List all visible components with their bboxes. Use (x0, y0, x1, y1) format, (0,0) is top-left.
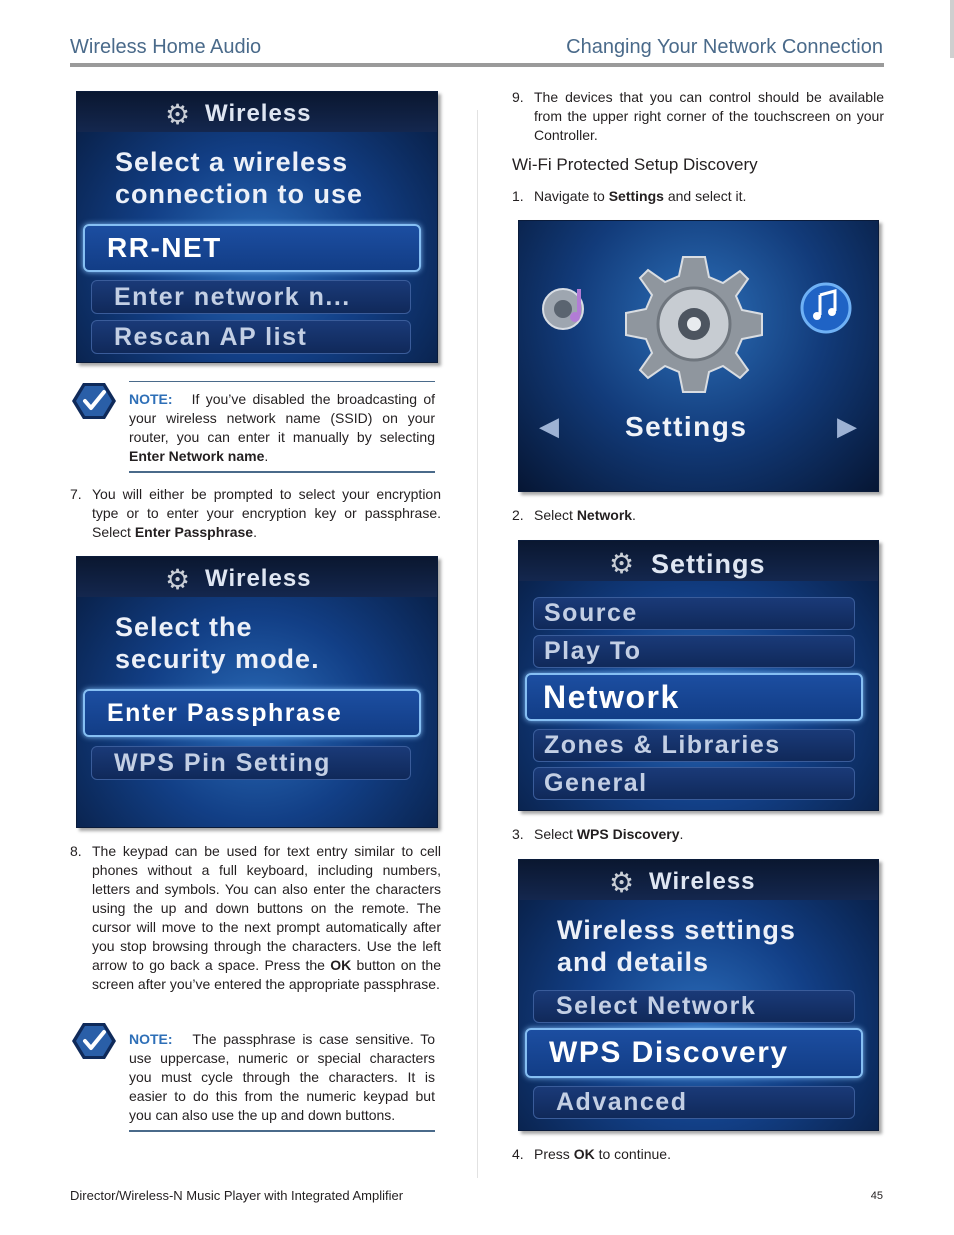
screen-select-wireless-connection (76, 91, 438, 363)
footer-product-name: Director/Wireless-N Music Player with Integrated Amplifier (70, 1188, 404, 1203)
screen-title: Wireless (649, 868, 756, 895)
wps-step-2 (512, 506, 884, 525)
note-text (129, 390, 435, 466)
step-7 (70, 485, 441, 542)
step-text-end: . (679, 826, 684, 842)
menu-item-rr-net[interactable]: RR-NET (83, 224, 421, 272)
step-text-part: Select (534, 826, 573, 842)
menu-item-play-to[interactable]: Play To (533, 635, 855, 668)
step-number: 9. (512, 89, 524, 105)
screen-settings-carousel (518, 220, 879, 492)
screen-settings-menu (518, 540, 879, 811)
gear-icon: ⚙ (609, 548, 635, 579)
prompt-line: and details (557, 947, 710, 977)
step-number: 8. (70, 843, 82, 859)
step-number: 3. (512, 826, 524, 842)
step-text-bold: WPS Discovery (576, 826, 680, 842)
step-text-bold: OK (573, 1146, 595, 1162)
menu-item-general[interactable]: General (533, 767, 855, 800)
running-header-right: Changing Your Network Connection (566, 36, 883, 58)
note-body: The passphrase is case sensitive. To use uppercase, numeric or special characters you must cycle through the characters. It is easier to do this from the numeric keypad but you can also use the up and down buttons. (129, 1031, 435, 1123)
note-broadcast-ssid (71, 381, 436, 476)
step-text (534, 1145, 884, 1164)
column-divider (477, 110, 478, 1178)
step-8 (70, 842, 441, 994)
checkmark-note-icon (71, 381, 117, 421)
page-edge-mark (950, 0, 954, 58)
step-text: The devices that you can control should be available from the upper right corner of the touchscreen on your Controller. (534, 89, 884, 143)
screen-title: Wireless (205, 565, 312, 592)
page-number: 45 (870, 1190, 883, 1202)
screen-select-security-mode (76, 556, 438, 828)
menu-item-enter-passphrase[interactable]: Enter Passphrase (83, 689, 421, 737)
step-text-bold: OK (330, 957, 352, 973)
note-label: NOTE: (129, 391, 173, 407)
gear-icon: ⚙ (165, 99, 191, 130)
step-text (534, 825, 884, 844)
screen-wireless-settings (518, 859, 879, 1131)
menu-item-source[interactable]: Source (533, 597, 855, 630)
step-text-end: . (253, 524, 257, 540)
note-label: NOTE: (129, 1031, 173, 1047)
step-number: 4. (512, 1146, 524, 1162)
step-number: 7. (70, 486, 82, 502)
menu-item-rescan-ap-list[interactable]: Rescan AP list (91, 320, 411, 354)
note-passphrase-case (71, 1021, 436, 1136)
step-9 (512, 88, 884, 145)
step-text-bold: Network (576, 507, 633, 523)
step-text-end: . (632, 507, 636, 523)
screen-prompt (115, 146, 363, 210)
prompt-line: Select a wireless (115, 147, 349, 177)
menu-item-zones-libraries[interactable]: Zones & Libraries (533, 729, 855, 762)
step-text-end: to continue. (598, 1146, 671, 1162)
wps-step-3 (512, 825, 884, 844)
menu-item-select-network[interactable]: Select Network (533, 990, 855, 1023)
airplay-music-icon (797, 279, 855, 337)
note-body: If you’ve disabled the broadcasting of your wireless network name (SSID) on your router, you can enter it manually by selecting (129, 391, 435, 445)
running-header-left: Wireless Home Audio (70, 36, 262, 58)
step-text (92, 842, 441, 994)
menu-item-wps-pin-setting[interactable]: WPS Pin Setting (91, 746, 411, 780)
step-text-end: and select it. (667, 188, 747, 204)
step-text-bold: Enter Passphrase (134, 524, 254, 540)
prompt-line: connection to use (115, 179, 364, 209)
step-text (92, 485, 441, 542)
step-text-part: Press (534, 1146, 570, 1162)
speaker-music-icon (539, 279, 595, 335)
gear-icon: ⚙ (165, 564, 191, 595)
menu-item-wps-discovery[interactable]: WPS Discovery (525, 1028, 863, 1078)
section-subheading: Wi-Fi Protected Setup Discovery (512, 155, 758, 174)
screen-title: Settings (625, 411, 748, 442)
screen-prompt (115, 611, 320, 675)
step-text-end: button on the screen after you’ve entered the appropriate passphrase. (92, 957, 441, 992)
note-text (129, 1030, 435, 1125)
note-end: . (264, 448, 269, 464)
note-rule-top (129, 381, 435, 382)
chevron-right-icon[interactable]: ▶ (837, 411, 857, 441)
gear-icon: ⚙ (609, 867, 635, 898)
note-rule-bottom (129, 1130, 435, 1132)
screen-title: Wireless (205, 100, 312, 127)
wps-step-4 (512, 1145, 884, 1164)
chevron-left-icon[interactable]: ◀ (539, 411, 559, 441)
prompt-line: Wireless settings (557, 915, 796, 945)
prompt-line: security mode. (115, 644, 320, 674)
menu-item-enter-network-name[interactable]: Enter network n... (91, 280, 411, 314)
prompt-line: Select the (115, 612, 253, 642)
checkmark-note-icon (71, 1021, 117, 1061)
header-rule (70, 63, 884, 67)
step-text (534, 506, 884, 525)
note-rule-bottom (129, 471, 435, 473)
note-bold: Enter Network name (129, 448, 265, 464)
settings-gear-icon (619, 249, 769, 399)
wps-step-1 (512, 187, 884, 206)
step-text-part: Navigate to (534, 188, 605, 204)
screen-title: Settings (651, 549, 766, 579)
menu-item-advanced[interactable]: Advanced (533, 1086, 855, 1119)
step-text-part: You will either be prompted to select your encryption type or to enter your encryption key or passphrase. Select (92, 486, 441, 540)
step-text-part: The keypad can be used for text entry similar to cell phones without a full keyboard, including numbers, letters and symbols. You can also enter the characters using the up and down buttons on the remote. The cursor will move to the next prompt automatically after you stop browsing through the characters. Use the left arrow to go back a space. Press the (92, 843, 441, 973)
screen-prompt (557, 914, 796, 978)
menu-item-network[interactable]: Network (525, 673, 863, 721)
step-number: 1. (512, 188, 524, 204)
step-text (534, 187, 884, 206)
step-text-part: Select (534, 507, 573, 523)
step-number: 2. (512, 507, 524, 523)
step-text-bold: Settings (608, 188, 664, 204)
